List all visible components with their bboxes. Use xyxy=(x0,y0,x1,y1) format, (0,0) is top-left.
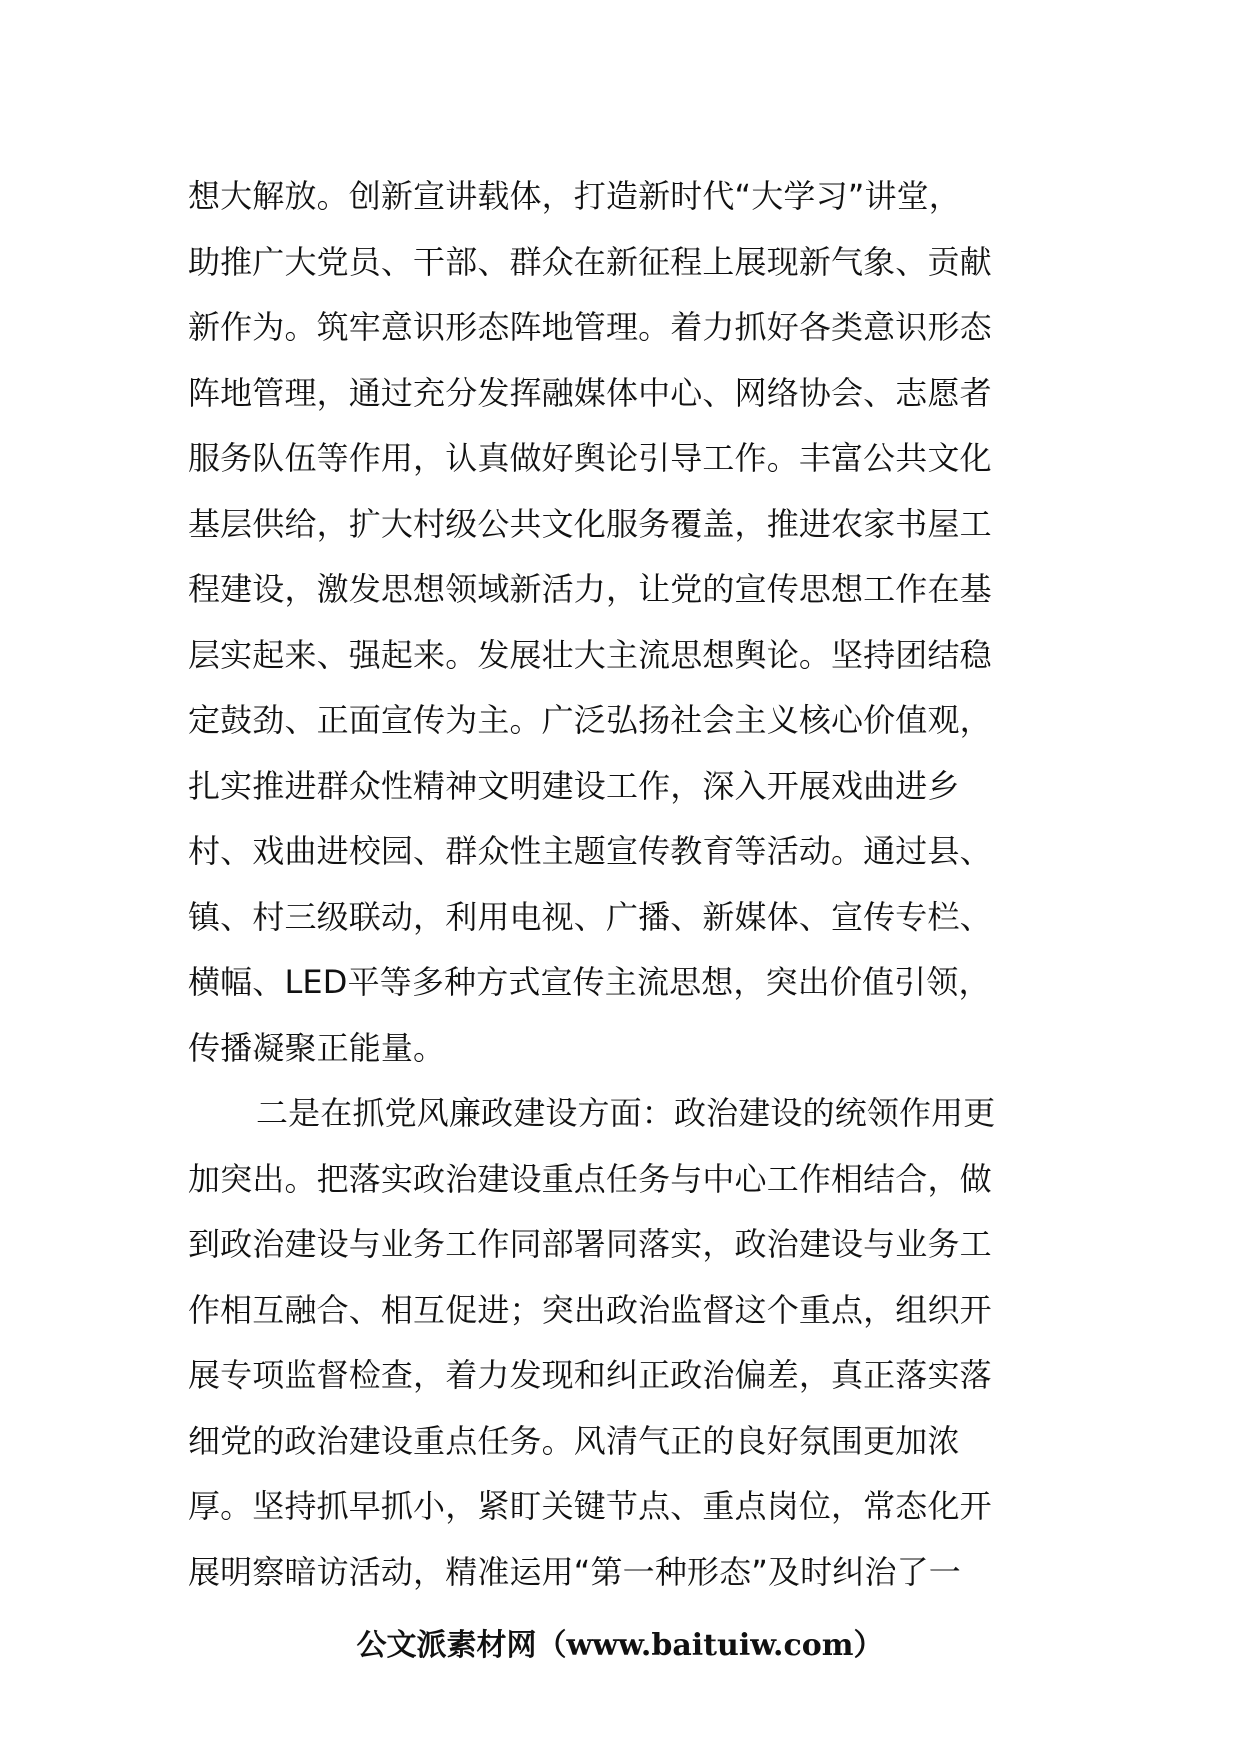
text-line: 作相互融合、相互促进；突出政治监督这个重点，组织开 xyxy=(188,1290,992,1329)
text-line: 助推广大党员、干部、群众在新征程上展现新气象、贡献 xyxy=(188,242,992,281)
text-line: 展明察暗访活动，精准运用“第一种形态”及时纠治了一 xyxy=(188,1552,961,1591)
text-line: 定鼓劲、正面宣传为主。广泛弘扬社会主义核心价值观， xyxy=(188,701,992,739)
text-line: 展专项监督检查，着力发现和纠正政治偏差，真正落实落 xyxy=(188,1356,992,1394)
text-line: 阵地管理，通过充分发挥融媒体中心、网络协会、志愿者 xyxy=(188,373,992,412)
text-line: 传播凝聚正能量。 xyxy=(188,1028,446,1067)
body-text xyxy=(188,164,1058,1605)
text-line: 横幅、LED平等多种方式宣传主流思想，突出价值引领， xyxy=(188,963,991,1001)
paragraph-start-line: 二是在抓党风廉政建设方面：政治建设的统领作用更 xyxy=(256,1094,996,1132)
text-line: 服务队伍等作用，认真做好舆论引导工作。丰富公共文化 xyxy=(188,439,992,477)
text-line: 村、戏曲进校园、群众性主题宣传教育等活动。通过县、 xyxy=(188,832,992,870)
text-line: 层实起来、强起来。发展壮大主流思想舆论。坚持团结稳 xyxy=(188,635,992,674)
text-line: 镇、村三级联动，利用电视、广播、新媒体、宣传专栏、 xyxy=(188,897,992,936)
text-line: 厚。坚持抓早抓小，紧盯关键节点、重点岗位，常态化开 xyxy=(188,1487,992,1525)
text-line: 到政治建设与业务工作同部署同落实，政治建设与业务工 xyxy=(188,1225,992,1263)
text-line: 新作为。筑牢意识形态阵地管理。着力抓好各类意识形态 xyxy=(188,308,992,346)
text-line: 细党的政治建设重点任务。风清气正的良好氛围更加浓 xyxy=(188,1421,960,1460)
text-line: 加突出。把落实政治建设重点任务与中心工作相结合，做 xyxy=(188,1159,992,1198)
text-line: 程建设，激发思想领域新活力，让党的宣传思想工作在基 xyxy=(188,570,992,608)
footer-watermark: 公文派素材网（www.baituiw.com） xyxy=(356,1628,884,1663)
text-line: 想大解放。创新宣讲载体，打造新时代“大学习”讲堂， xyxy=(188,177,961,215)
text-line: 基层供给，扩大村级公共文化服务覆盖，推进农家书屋工 xyxy=(188,504,992,543)
text-line: 扎实推进群众性精神文明建设工作，深入开展戏曲进乡 xyxy=(188,766,960,805)
